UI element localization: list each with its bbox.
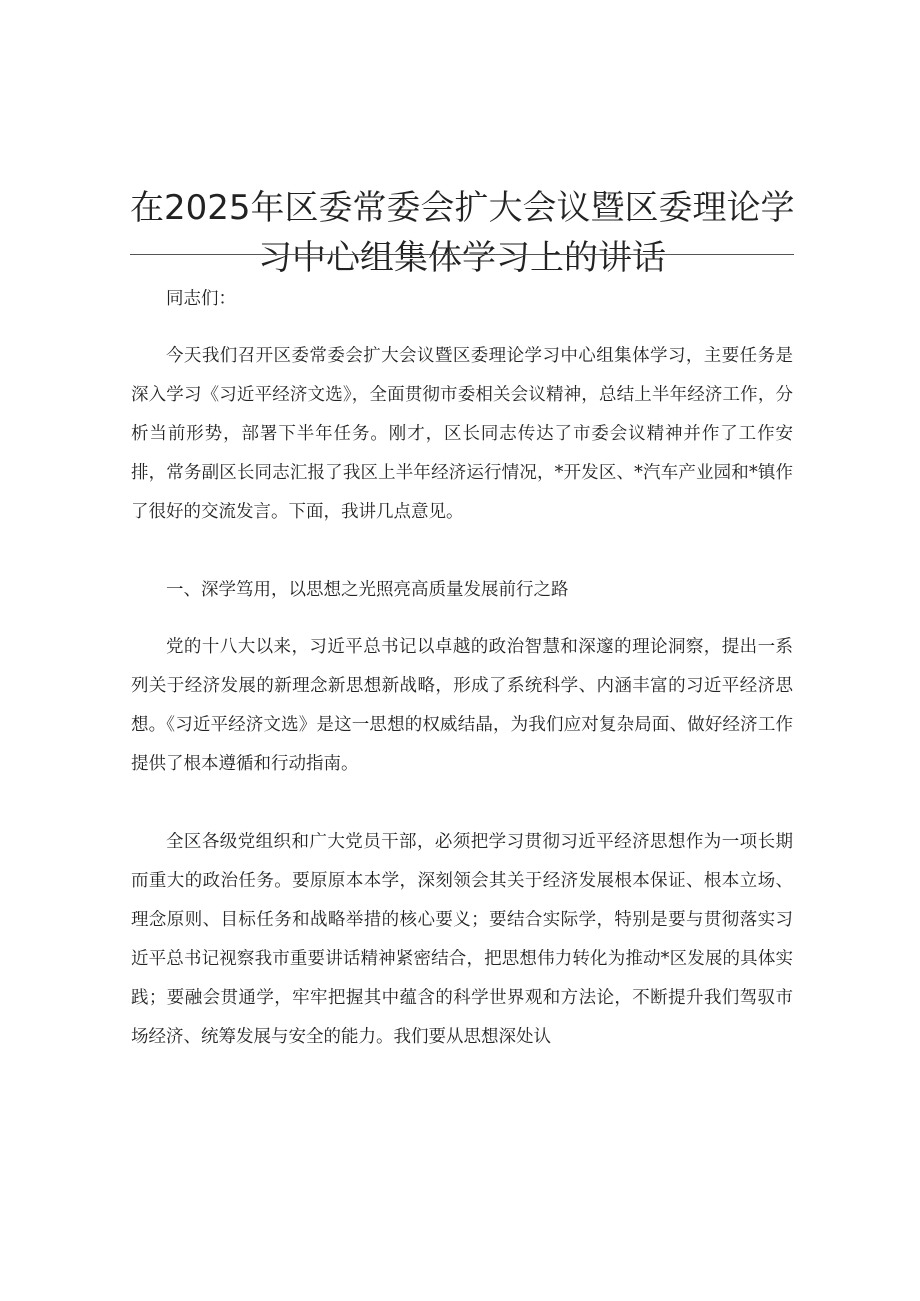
title-divider [130, 254, 794, 255]
document-title [130, 183, 794, 283]
paragraph-requirements: 全区各级党组织和广大党员干部，必须把学习贯彻习近平经济思想作为一项长期而重大的政治任务。要原原本本学，深刻领会其关于经济发展根本保证、根本立场、理念原则、目标任务和战略举措的核心要义；要结合实际学，特别是要与贯彻落实习近平总书记视察我市重要讲话精神紧密结合，把思想伟力转化为推动*区发展的具体实践；要融会贯通学，牢牢把握其中蕴含的科学世界观和方法论，不断提升我们驾驭市场经济、统筹发展与安全的能力。我们要从思想深处认 [131, 832, 793, 1047]
paragraph-theory: 党的十八大以来，习近平总书记以卓越的政治智慧和深邃的理论洞察，提出一系列关于经济发展的新理念新思想新战略，形成了系统科学、内涵丰富的习近平经济思想。《习近平经济文选》是这一思想的权威结晶，为我们应对复杂局面、做好经济工作提供了根本遵循和行动指南。 [131, 637, 793, 774]
title-line-1: 在2025年区委常委会扩大会议暨区委理论学 [130, 187, 795, 228]
paragraph-opening: 今天我们召开区委常委会扩大会议暨区委理论学习中心组集体学习，主要任务是深入学习《习近平经济文选》，全面贯彻市委相关会议精神，总结上半年经济工作，分析当前形势，部署下半年任务。刚才，区长同志传达了市委会议精神并作了工作安排，常务副区长同志汇报了我区上半年经济运行情况，*开发区、*汽车产业园和*镇作了很好的交流发言。下面，我讲几点意见。 [131, 346, 793, 522]
title-line-2: 习中心组集体学习上的讲话 [258, 237, 666, 278]
salutation: 同志们： [166, 289, 236, 309]
section-heading-1: 一、深学笃用，以思想之光照亮高质量发展前行之路 [166, 580, 569, 600]
